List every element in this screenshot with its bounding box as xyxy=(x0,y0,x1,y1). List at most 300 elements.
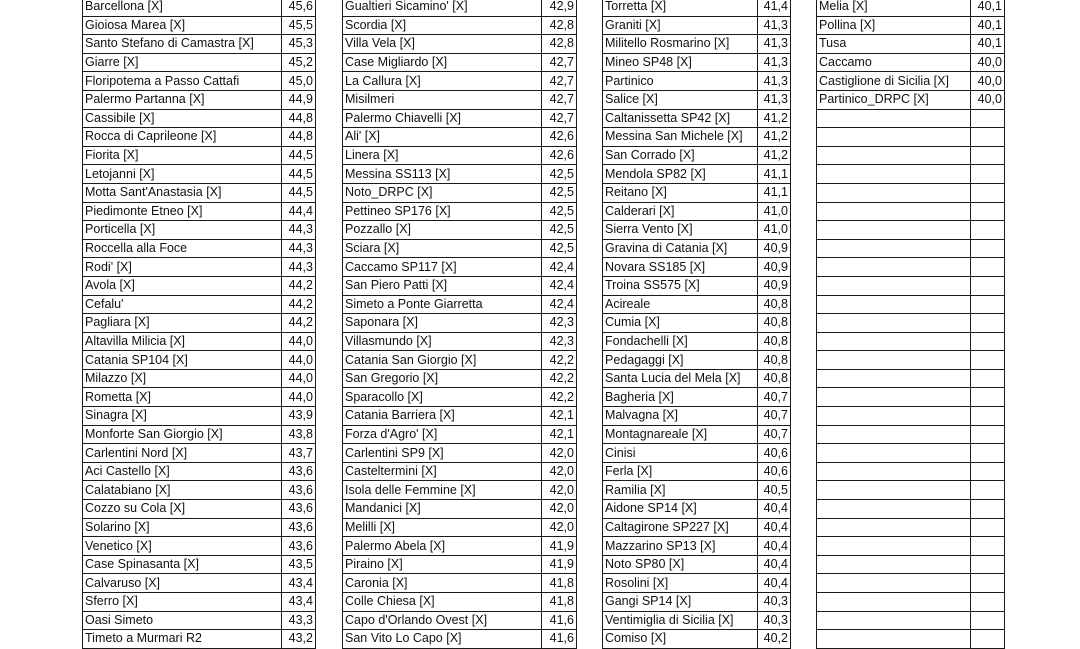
station-name-cell xyxy=(817,109,971,128)
station-name-cell: Palermo Partanna [X] xyxy=(83,90,282,109)
temperature-value-cell: 44,5 xyxy=(282,183,316,202)
station-name-cell xyxy=(817,388,971,407)
station-name-cell: Castiglione di Sicilia [X] xyxy=(817,72,971,91)
temperature-value-cell: 42,5 xyxy=(542,239,577,258)
station-name-cell xyxy=(817,369,971,388)
temperature-value-cell xyxy=(971,128,1005,147)
table-row xyxy=(343,128,577,147)
table-row xyxy=(83,295,316,314)
temperature-value-cell: 40,4 xyxy=(758,574,791,593)
table-row xyxy=(343,146,577,165)
table-row xyxy=(817,481,1005,500)
table-row xyxy=(343,593,577,612)
table-row xyxy=(603,314,791,333)
table-row xyxy=(817,90,1005,109)
temperature-value-cell: 42,0 xyxy=(542,518,577,537)
station-name-cell: Misilmeri xyxy=(343,90,542,109)
station-name-cell: Giarre [X] xyxy=(83,53,282,72)
table-row xyxy=(343,90,577,109)
station-name-cell: Palermo Abela [X] xyxy=(343,537,542,556)
station-name-cell: Acireale xyxy=(603,295,758,314)
temperature-value-cell: 40,8 xyxy=(758,295,791,314)
temperature-value-cell xyxy=(971,351,1005,370)
temperature-value-cell: 43,6 xyxy=(282,462,316,481)
table-row xyxy=(83,500,316,519)
temperature-value-cell: 40,1 xyxy=(971,16,1005,35)
temperature-value-cell: 43,6 xyxy=(282,500,316,519)
table-row xyxy=(343,295,577,314)
station-name-cell xyxy=(817,444,971,463)
station-name-cell xyxy=(817,183,971,202)
table-row xyxy=(817,611,1005,630)
temperature-value-cell: 41,9 xyxy=(542,555,577,574)
table-row xyxy=(603,165,791,184)
temperature-value-cell xyxy=(971,183,1005,202)
station-name-cell xyxy=(817,314,971,333)
temperature-value-cell: 40,7 xyxy=(758,425,791,444)
station-name-cell xyxy=(817,332,971,351)
station-name-cell: Ramilia [X] xyxy=(603,481,758,500)
temperature-value-cell: 42,4 xyxy=(542,276,577,295)
station-name-cell: Noto_DRPC [X] xyxy=(343,183,542,202)
temperature-value-cell: 45,5 xyxy=(282,16,316,35)
station-name-cell: Pettineo SP176 [X] xyxy=(343,202,542,221)
temperature-value-cell xyxy=(971,537,1005,556)
temperature-value-cell: 41,3 xyxy=(758,53,791,72)
station-name-cell: Monforte San Giorgio [X] xyxy=(83,425,282,444)
temperature-value-cell xyxy=(971,388,1005,407)
temperature-value-cell: 43,7 xyxy=(282,444,316,463)
station-name-cell: Altavilla Milicia [X] xyxy=(83,332,282,351)
temperature-value-cell: 42,8 xyxy=(542,16,577,35)
station-table-column-1 xyxy=(82,0,316,649)
table-row xyxy=(343,239,577,258)
temperature-value-cell: 42,0 xyxy=(542,481,577,500)
temperature-value-cell: 40,3 xyxy=(758,593,791,612)
table-row xyxy=(83,128,316,147)
station-name-cell: Rocca di Caprileone [X] xyxy=(83,128,282,147)
station-name-cell xyxy=(817,630,971,649)
table-row xyxy=(343,537,577,556)
station-name-cell: Melia [X] xyxy=(817,0,971,16)
temperature-value-cell: 45,2 xyxy=(282,53,316,72)
station-name-cell: Carlentini Nord [X] xyxy=(83,444,282,463)
station-name-cell: Villa Vela [X] xyxy=(343,35,542,54)
temperature-value-cell: 44,2 xyxy=(282,295,316,314)
table-row xyxy=(603,0,791,16)
station-name-cell: Gravina di Catania [X] xyxy=(603,239,758,258)
temperature-value-cell: 44,9 xyxy=(282,90,316,109)
station-name-cell: Capo d'Orlando Ovest [X] xyxy=(343,611,542,630)
station-name-cell: Floripotema a Passo Cattafi xyxy=(83,72,282,91)
temperature-value-cell xyxy=(971,462,1005,481)
table-row xyxy=(83,16,316,35)
temperature-value-cell: 40,4 xyxy=(758,500,791,519)
temperature-value-cell: 40,8 xyxy=(758,332,791,351)
table-row xyxy=(603,630,791,649)
temperature-value-cell: 42,1 xyxy=(542,425,577,444)
station-name-cell: Gioiosa Marea [X] xyxy=(83,16,282,35)
temperature-value-cell: 44,0 xyxy=(282,351,316,370)
temperature-value-cell xyxy=(971,555,1005,574)
temperature-value-cell: 40,1 xyxy=(971,35,1005,54)
table-row xyxy=(83,0,316,16)
table-row xyxy=(343,165,577,184)
table-row xyxy=(343,314,577,333)
temperature-value-cell: 42,7 xyxy=(542,109,577,128)
temperature-value-cell xyxy=(971,332,1005,351)
station-name-cell: Militello Rosmarino [X] xyxy=(603,35,758,54)
station-name-cell: Linera [X] xyxy=(343,146,542,165)
station-name-cell: Graniti [X] xyxy=(603,16,758,35)
station-name-cell: Pollina [X] xyxy=(817,16,971,35)
table-row xyxy=(603,388,791,407)
temperature-value-cell: 44,3 xyxy=(282,221,316,240)
table-row xyxy=(603,221,791,240)
table-row xyxy=(817,314,1005,333)
station-name-cell: Sparacollo [X] xyxy=(343,388,542,407)
table-row xyxy=(343,611,577,630)
table-row xyxy=(817,537,1005,556)
table-row xyxy=(817,500,1005,519)
station-name-cell: Palermo Chiavelli [X] xyxy=(343,109,542,128)
temperature-value-cell: 45,3 xyxy=(282,35,316,54)
station-name-cell: Sierra Vento [X] xyxy=(603,221,758,240)
temperature-value-cell xyxy=(971,314,1005,333)
station-name-cell: Motta Sant'Anastasia [X] xyxy=(83,183,282,202)
temperature-value-cell: 44,2 xyxy=(282,276,316,295)
temperature-value-cell: 42,5 xyxy=(542,183,577,202)
temperature-value-cell: 42,1 xyxy=(542,407,577,426)
temperature-value-cell xyxy=(971,425,1005,444)
station-name-cell: Cumia [X] xyxy=(603,314,758,333)
station-name-cell xyxy=(817,128,971,147)
table-row xyxy=(83,276,316,295)
station-name-cell: Montagnareale [X] xyxy=(603,425,758,444)
station-name-cell: Saponara [X] xyxy=(343,314,542,333)
table-row xyxy=(817,518,1005,537)
station-name-cell: Pedagaggi [X] xyxy=(603,351,758,370)
table-row xyxy=(603,369,791,388)
station-name-cell: Catania SP104 [X] xyxy=(83,351,282,370)
table-row xyxy=(817,146,1005,165)
table-row xyxy=(83,53,316,72)
station-name-cell xyxy=(817,500,971,519)
station-table-column-3 xyxy=(602,0,791,649)
table-row xyxy=(603,72,791,91)
station-name-cell: Gangi SP14 [X] xyxy=(603,593,758,612)
station-name-cell xyxy=(817,351,971,370)
station-name-cell: San Vito Lo Capo [X] xyxy=(343,630,542,649)
table-row xyxy=(817,239,1005,258)
temperature-value-cell: 45,0 xyxy=(282,72,316,91)
table-row xyxy=(343,574,577,593)
station-name-cell: Barcellona [X] xyxy=(83,0,282,16)
table-row xyxy=(343,555,577,574)
table-row xyxy=(603,90,791,109)
station-name-cell: Fiorita [X] xyxy=(83,146,282,165)
station-name-cell: Mendola SP82 [X] xyxy=(603,165,758,184)
temperature-value-cell: 42,2 xyxy=(542,351,577,370)
temperature-value-cell: 44,0 xyxy=(282,369,316,388)
station-name-cell: Pozzallo [X] xyxy=(343,221,542,240)
station-name-cell xyxy=(817,407,971,426)
table-row xyxy=(343,109,577,128)
table-row xyxy=(83,332,316,351)
temperature-value-cell: 41,6 xyxy=(542,630,577,649)
temperature-value-cell xyxy=(971,295,1005,314)
table-row xyxy=(343,276,577,295)
temperature-value-cell: 42,3 xyxy=(542,314,577,333)
temperature-value-cell: 41,9 xyxy=(542,537,577,556)
table-row xyxy=(603,276,791,295)
temperature-value-cell: 40,8 xyxy=(758,351,791,370)
table-row xyxy=(603,332,791,351)
temperature-value-cell: 40,9 xyxy=(758,276,791,295)
table-row xyxy=(343,16,577,35)
table-row xyxy=(817,630,1005,649)
table-row xyxy=(83,388,316,407)
table-row xyxy=(603,537,791,556)
station-name-cell: Forza d'Agro' [X] xyxy=(343,425,542,444)
table-row xyxy=(83,518,316,537)
station-name-cell: Caccamo xyxy=(817,53,971,72)
table-row xyxy=(817,369,1005,388)
station-name-cell: Fondachelli [X] xyxy=(603,332,758,351)
table-row xyxy=(817,425,1005,444)
table-row xyxy=(817,72,1005,91)
table-row xyxy=(603,146,791,165)
table-row xyxy=(343,183,577,202)
temperature-value-cell: 42,4 xyxy=(542,258,577,277)
station-name-cell: Case Migliardo [X] xyxy=(343,53,542,72)
table-row xyxy=(343,221,577,240)
station-name-cell: Cozzo su Cola [X] xyxy=(83,500,282,519)
table-row xyxy=(83,239,316,258)
table-row xyxy=(343,388,577,407)
station-name-cell xyxy=(817,295,971,314)
temperature-value-cell: 40,4 xyxy=(758,537,791,556)
station-name-cell: Malvagna [X] xyxy=(603,407,758,426)
table-row xyxy=(603,16,791,35)
station-name-cell xyxy=(817,165,971,184)
temperature-value-cell: 43,4 xyxy=(282,574,316,593)
table-row xyxy=(83,444,316,463)
table-row xyxy=(817,351,1005,370)
station-name-cell: Case Spinasanta [X] xyxy=(83,555,282,574)
temperature-value-cell: 41,3 xyxy=(758,16,791,35)
station-name-cell: Partinico_DRPC [X] xyxy=(817,90,971,109)
station-name-cell: Reitano [X] xyxy=(603,183,758,202)
table-row xyxy=(343,0,577,16)
table-row xyxy=(83,35,316,54)
temperature-value-cell: 41,2 xyxy=(758,128,791,147)
station-name-cell: Cefalu' xyxy=(83,295,282,314)
temperature-value-cell xyxy=(971,276,1005,295)
table-row xyxy=(817,388,1005,407)
station-name-cell: Cinisi xyxy=(603,444,758,463)
temperature-value-cell: 42,5 xyxy=(542,221,577,240)
table-row xyxy=(83,202,316,221)
station-name-cell: San Gregorio [X] xyxy=(343,369,542,388)
temperature-value-cell: 42,4 xyxy=(542,295,577,314)
table-row xyxy=(343,481,577,500)
station-name-cell xyxy=(817,276,971,295)
table-row xyxy=(83,407,316,426)
temperature-value-cell: 40,6 xyxy=(758,462,791,481)
temperature-value-cell: 42,6 xyxy=(542,146,577,165)
temperature-value-cell: 44,4 xyxy=(282,202,316,221)
station-name-cell: Aidone SP14 [X] xyxy=(603,500,758,519)
table-row xyxy=(343,258,577,277)
temperature-value-cell: 44,0 xyxy=(282,388,316,407)
temperature-value-cell: 41,3 xyxy=(758,35,791,54)
table-row xyxy=(603,109,791,128)
station-name-cell: Isola delle Femmine [X] xyxy=(343,481,542,500)
station-name-cell: Messina SS113 [X] xyxy=(343,165,542,184)
station-table-column-2 xyxy=(342,0,577,649)
table-row xyxy=(817,0,1005,16)
station-name-cell: Ventimiglia di Sicilia [X] xyxy=(603,611,758,630)
temperature-value-cell: 40,7 xyxy=(758,388,791,407)
temperature-value-cell: 42,3 xyxy=(542,332,577,351)
temperature-value-cell: 44,2 xyxy=(282,314,316,333)
temperature-value-cell: 42,8 xyxy=(542,35,577,54)
table-row xyxy=(343,35,577,54)
station-name-cell: Ali' [X] xyxy=(343,128,542,147)
table-row xyxy=(603,53,791,72)
table-row xyxy=(343,53,577,72)
temperature-value-cell: 41,8 xyxy=(542,593,577,612)
temperature-value-cell: 42,2 xyxy=(542,388,577,407)
table-row xyxy=(817,53,1005,72)
temperature-value-cell: 42,6 xyxy=(542,128,577,147)
table-row xyxy=(817,202,1005,221)
table-row xyxy=(817,109,1005,128)
temperature-value-cell: 45,6 xyxy=(282,0,316,16)
station-name-cell: Catania Barriera [X] xyxy=(343,407,542,426)
table-row xyxy=(603,425,791,444)
temperature-value-cell: 44,0 xyxy=(282,332,316,351)
station-name-cell xyxy=(817,611,971,630)
station-name-cell xyxy=(817,574,971,593)
table-row xyxy=(343,351,577,370)
table-row xyxy=(83,146,316,165)
table-row xyxy=(603,500,791,519)
station-name-cell: Oasi Simeto xyxy=(83,611,282,630)
temperature-value-cell: 40,1 xyxy=(971,0,1005,16)
station-name-cell: Caltagirone SP227 [X] xyxy=(603,518,758,537)
temperature-value-cell: 40,0 xyxy=(971,90,1005,109)
station-name-cell xyxy=(817,239,971,258)
station-name-cell: Melilli [X] xyxy=(343,518,542,537)
temperature-value-cell: 42,0 xyxy=(542,444,577,463)
table-row xyxy=(83,258,316,277)
station-name-cell: Sferro [X] xyxy=(83,593,282,612)
station-name-cell: Noto SP80 [X] xyxy=(603,555,758,574)
station-name-cell: Mandanici [X] xyxy=(343,500,542,519)
station-name-cell: Aci Castello [X] xyxy=(83,462,282,481)
station-name-cell: Timeto a Murmari R2 xyxy=(83,630,282,649)
table-row xyxy=(343,500,577,519)
station-name-cell: Calvaruso [X] xyxy=(83,574,282,593)
station-name-cell: Santa Lucia del Mela [X] xyxy=(603,369,758,388)
station-name-cell: Ferla [X] xyxy=(603,462,758,481)
station-name-cell: Piedimonte Etneo [X] xyxy=(83,202,282,221)
temperature-value-cell: 41,1 xyxy=(758,183,791,202)
station-name-cell xyxy=(817,202,971,221)
table-row xyxy=(343,425,577,444)
station-table-column-4 xyxy=(816,0,1005,649)
temperature-value-cell xyxy=(971,109,1005,128)
table-row xyxy=(343,369,577,388)
table-row xyxy=(817,295,1005,314)
table-row xyxy=(817,16,1005,35)
table-row xyxy=(603,574,791,593)
table-row xyxy=(603,462,791,481)
table-row xyxy=(603,481,791,500)
table-row xyxy=(83,537,316,556)
temperature-value-cell: 41,0 xyxy=(758,221,791,240)
station-name-cell: Sinagra [X] xyxy=(83,407,282,426)
temperature-value-cell: 42,2 xyxy=(542,369,577,388)
station-name-cell: Caltanissetta SP42 [X] xyxy=(603,109,758,128)
table-row xyxy=(83,183,316,202)
temperature-value-cell: 41,6 xyxy=(542,611,577,630)
station-name-cell: Casteltermini [X] xyxy=(343,462,542,481)
temperature-value-cell: 40,8 xyxy=(758,369,791,388)
station-name-cell: Troina SS575 [X] xyxy=(603,276,758,295)
station-name-cell: Calatabiano [X] xyxy=(83,481,282,500)
temperature-value-cell: 42,5 xyxy=(542,165,577,184)
table-row xyxy=(603,258,791,277)
table-row xyxy=(343,518,577,537)
station-name-cell: Tusa xyxy=(817,35,971,54)
station-name-cell xyxy=(817,481,971,500)
temperature-value-cell: 43,4 xyxy=(282,593,316,612)
station-name-cell: Salice [X] xyxy=(603,90,758,109)
table-row xyxy=(343,630,577,649)
table-row xyxy=(817,221,1005,240)
table-row xyxy=(83,221,316,240)
station-name-cell xyxy=(817,462,971,481)
table-row xyxy=(83,90,316,109)
station-name-cell: Rometta [X] xyxy=(83,388,282,407)
temperature-value-cell xyxy=(971,593,1005,612)
station-name-cell: Avola [X] xyxy=(83,276,282,295)
table-row xyxy=(817,555,1005,574)
temperature-value-cell xyxy=(971,444,1005,463)
table-row xyxy=(603,407,791,426)
station-name-cell: Piraino [X] xyxy=(343,555,542,574)
station-name-cell xyxy=(817,518,971,537)
temperature-value-cell: 41,0 xyxy=(758,202,791,221)
table-row xyxy=(83,555,316,574)
temperature-value-cell xyxy=(971,574,1005,593)
table-row xyxy=(603,444,791,463)
temperature-value-cell xyxy=(971,221,1005,240)
station-name-cell: La Callura [X] xyxy=(343,72,542,91)
temperature-value-cell: 43,2 xyxy=(282,630,316,649)
temperature-value-cell: 42,7 xyxy=(542,53,577,72)
temperature-value-cell xyxy=(971,202,1005,221)
station-name-cell: Comiso [X] xyxy=(603,630,758,649)
temperature-value-cell: 41,2 xyxy=(758,109,791,128)
station-name-cell: Torretta [X] xyxy=(603,0,758,16)
station-name-cell: Bagheria [X] xyxy=(603,388,758,407)
temperature-value-cell: 44,3 xyxy=(282,239,316,258)
table-row xyxy=(817,332,1005,351)
